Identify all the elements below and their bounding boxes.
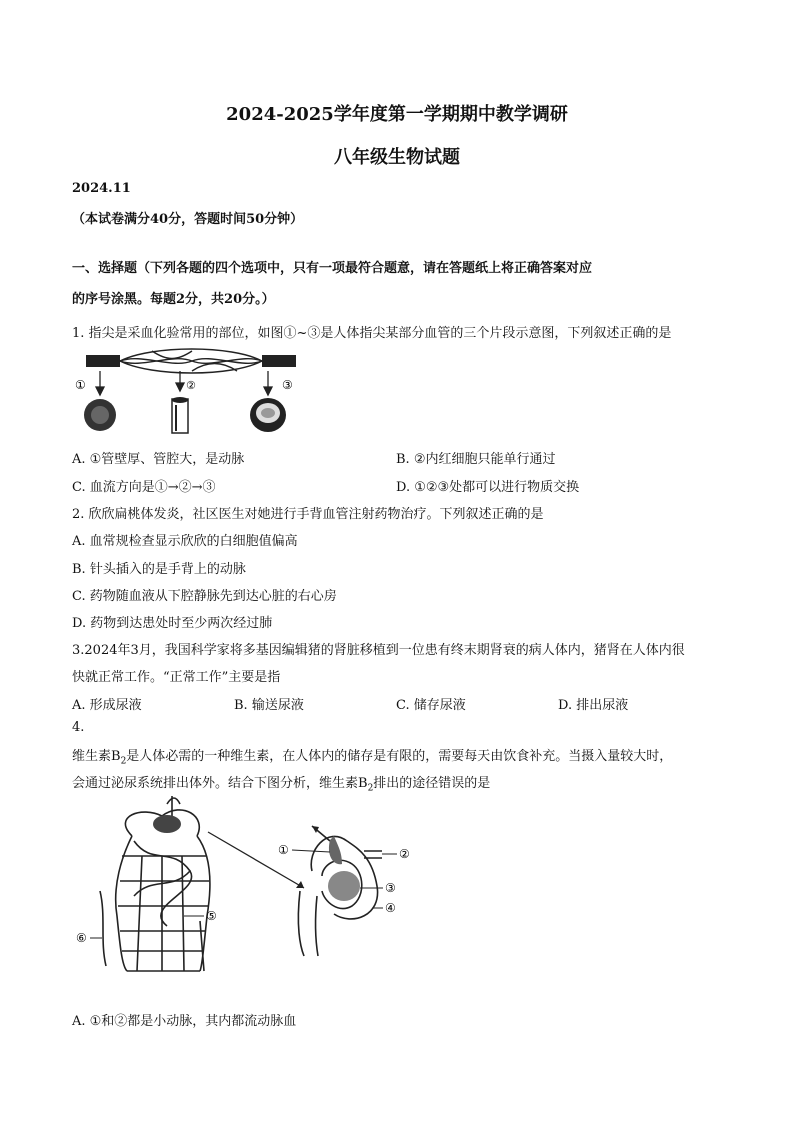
- exam-title: 2024-2025学年度第一学期期中教学调研: [226, 104, 568, 125]
- q2-option-d: D. 药物到达患处时至少两次经过肺: [72, 616, 273, 631]
- section-heading-line2: 的序号涂黑。每题2分，共20分。）: [72, 292, 275, 307]
- q4-label-5: ⑤: [206, 909, 217, 923]
- glomerulus-small: [153, 815, 181, 833]
- q1-label-3: ③: [282, 378, 293, 392]
- q3-stem-line1: 3.2024年3月，我国科学家将多基因编辑猪的肾脏移植到一位患有终末期肾衰的病人体内，猪肾在人体内很: [72, 643, 685, 658]
- q1-label-1: ①: [75, 378, 86, 392]
- q4-nephron-figure: [72, 796, 417, 981]
- q1-label-2: ②: [186, 379, 196, 392]
- q1-option-d: D. ①②③处都可以进行物质交换: [396, 480, 580, 495]
- q3-stem-line2: 快就正常工作。“正常工作”主要是指: [72, 670, 281, 685]
- exam-date: 2024.11: [72, 181, 131, 196]
- q4-stem-line2: 会通过泌尿系统排出体外。结合下图分析，维生素$B_2$排出的途径错误的是: [72, 776, 491, 794]
- q2-option-a: A. 血常规检查显示欣欣的白细胞值偏高: [72, 534, 298, 549]
- q4-label-6: ⑥: [76, 931, 87, 945]
- magnify-arrow: [208, 832, 304, 888]
- q3-option-c: C. 储存尿液: [396, 698, 466, 713]
- vessel-left-segment: [86, 355, 120, 367]
- q3-option-a: A. 形成尿液: [72, 698, 142, 713]
- q4-label-4: ④: [385, 901, 396, 915]
- q4-label-3: ③: [385, 881, 396, 895]
- vessel-cross-section-1: [84, 399, 116, 431]
- q2-option-c: C. 药物随血液从下腔静脉先到达心脏的右心房: [72, 589, 337, 604]
- q3-option-b: B. 输送尿液: [234, 698, 304, 713]
- q1-stem: 1. 指尖是采血化验常用的部位，如图①~③是人体指尖某部分血管的三个片段示意图，下列叙述正确的是: [72, 326, 672, 341]
- q4-option-a: A. ①和②都是小动脉，其内都流动脉血: [72, 1014, 297, 1029]
- q3-option-d: D. 排出尿液: [558, 698, 629, 713]
- capillary-network: [120, 349, 262, 373]
- q2-option-b: B. 针头插入的是手背上的动脉: [72, 562, 246, 577]
- section-heading-line1: 一、选择题（下列各题的四个选项中，只有一项最符合题意，请在答题纸上将正确答案对应: [72, 261, 593, 276]
- q4-stem-line1: 维生素$B_2$是人体必需的一种维生素，在人体内的储存是有限的，需要每天由饮食补充。当摄入量较大时，: [72, 749, 673, 767]
- q1-option-b: B. ②内红细胞只能单行通过: [396, 452, 556, 467]
- q1-option-c: C. 血流方向是①→②→③: [72, 480, 216, 495]
- exam-subtitle: 八年级生物试题: [334, 147, 460, 168]
- vessel-cross-section-2: [172, 397, 188, 433]
- q1-option-a: A. ①管壁厚、管腔大，是动脉: [72, 452, 245, 467]
- vessel-cross-section-3: [250, 398, 286, 432]
- exam-note: （本试卷满分40分，答题时间50分钟）: [72, 212, 304, 227]
- q4-label-2: ②: [399, 847, 410, 861]
- q2-stem: 2. 欣欣扁桃体发炎，社区医生对她进行手背血管注射药物治疗。下列叙述正确的是: [72, 507, 544, 522]
- vessel-right-segment: [262, 355, 296, 367]
- q4-number: 4.: [72, 720, 85, 735]
- glomerulus-enlarged: [328, 871, 360, 901]
- afferent-arteriole: [329, 836, 342, 864]
- q1-blood-vessel-figure: [72, 345, 312, 445]
- q4-label-1: ①: [278, 843, 289, 857]
